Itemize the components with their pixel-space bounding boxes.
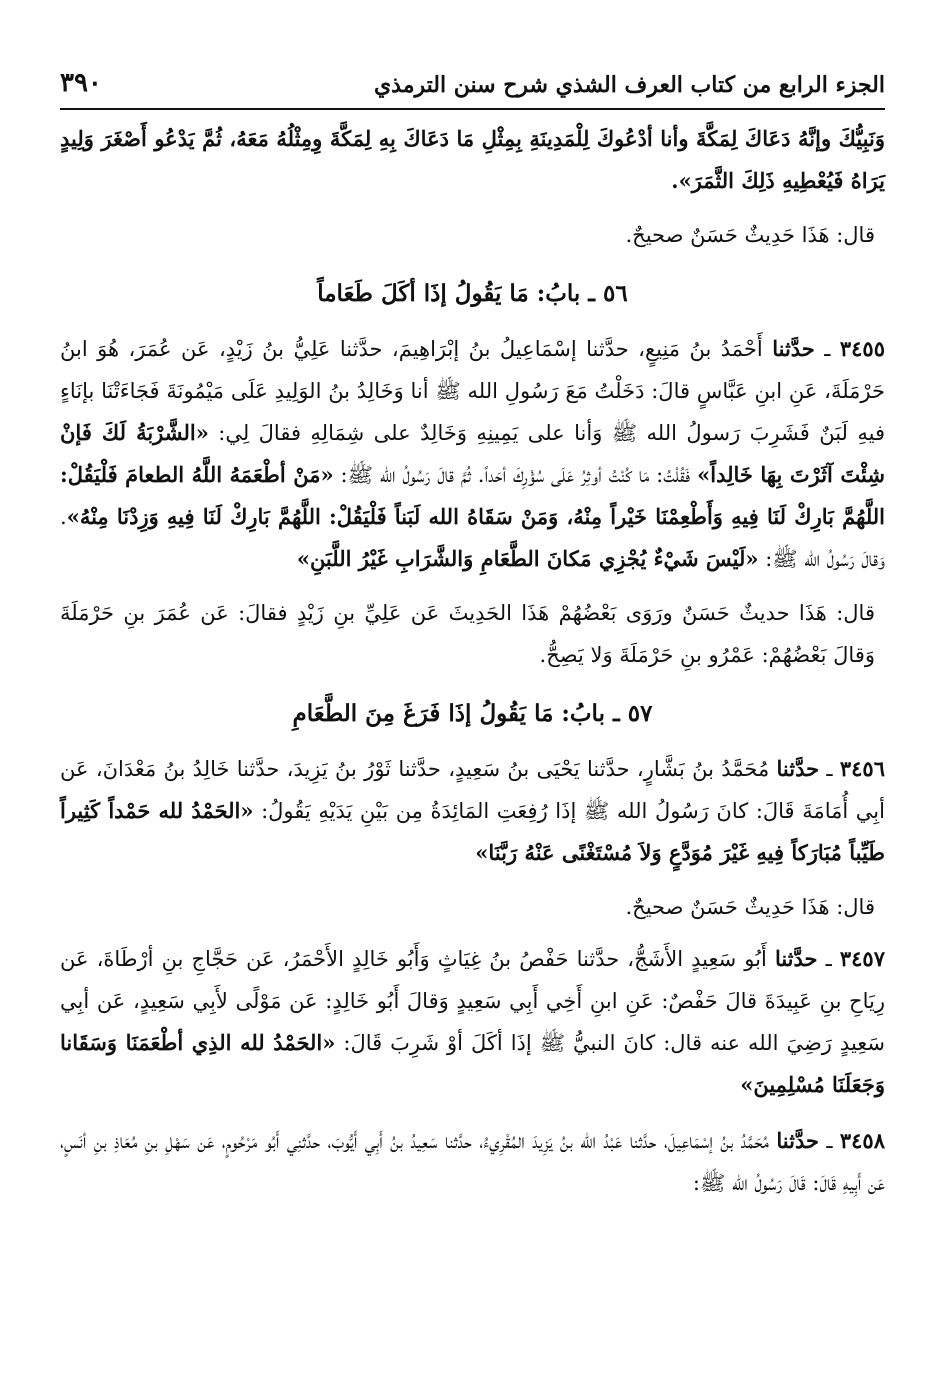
hadith-3458 bbox=[60, 1120, 885, 1204]
chapter-heading-56: ٥٦ ـ بابُ: مَا يَقُولُ إذَا أكَلَ طَعَاماً bbox=[317, 280, 628, 307]
hadith-dash: ـ bbox=[819, 757, 840, 781]
page-number: ٣٩٠ bbox=[60, 68, 102, 98]
hadith-text: فَقُلْتُ: مَا كُنْتُ أوثِرُ عَلَى سُؤْرِكَ أحَداً. ثُمَّ قالَ رَسُولُ الله ﷺ: bbox=[333, 463, 698, 487]
running-title: الجزء الرابع من كتاب العرف الشذي شرح سنن الترمذي bbox=[373, 72, 885, 98]
hadith-quote: «الشَّرْبَةُ لَكَ فَإنْ شِئْتَ آثَرْتَ بِهَا خَالِداً» bbox=[60, 420, 885, 487]
haddathana-word: حدَّثنا bbox=[776, 756, 820, 781]
haddathana-word: حدَّثنا bbox=[772, 336, 815, 361]
hadith-isnad: مُحَمَّدُ بنُ إسْمَاعِيلَ، حدَّثنا عَبْدُ الله بنُ يَزِيدَ المُقْرِيءُ، حدَّثنا سَعِيدُ بنُ أَبِي أَيُّوبَ، حدَّثنِي أَبُو مَرْحُومٍ، عَن سَهْلِ بنِ مُعَاذِ بنِ أنَسٍ، عَن أَبِيهِ قَالَ: قَالَ رَسُولُ الله ﷺ: bbox=[60, 1129, 885, 1195]
hadith-isnad: مُحَمَّدُ بنُ بَشَّارٍ، حدَّثنا يَحْيَى بنُ سَعِيدٍ، حدَّثنا ثَوْرُ بنُ يَزِيدَ، حدَّثنا خَالِدُ بنُ مَعْدَانَ، عَن أبِي أُمَامَةَ قَالَ: كانَ رَسُولُ الله ﷺ إذَا رُفِعَتِ المَائِدَةُ مِن بَيْنِ يَدَيْهِ يَقُولُ: bbox=[60, 757, 885, 823]
hadith-3455 bbox=[60, 328, 885, 580]
hadith-quote: «الحَمْدُ لله الذِي أطْعَمَنَا وَسَقَانا وَجَعَلَنَا مُسْلِمِينَ» bbox=[60, 1030, 885, 1097]
hadith-3457 bbox=[60, 938, 885, 1106]
hadith-text: . وَقالَ رَسُولُ الله ﷺ: bbox=[60, 505, 885, 571]
hadith-dash: ـ bbox=[818, 1129, 840, 1153]
hadith-number: ٣٤٥٦ bbox=[839, 756, 885, 781]
hadith-isnad: أَبُو سَعِيدٍ الأَشَجُّ، حدَّثنا حَفْصُ بنُ غِيَاثٍ وَأَبُو خَالِدٍ الأَحْمَرُ، عَن حَجَّاجِ بنِ أرْطَاةَ، عَن رِيَاحِ بنِ عَبِيدَةَ قالَ حَفْصٌ: عَنِ ابنِ أَخِي أَبِي سَعِيدٍ وَقالَ أَبُو خَالِدٍ: عَن مَوْلًى لأَبِي سَعِيدٍ، عَن أبِي سَعِيدٍ رَضِيَ الله عنه قال: كانَ النبيُّ ﷺ إذَا أكَلَ أوْ شَرِبَ قَالَ: bbox=[60, 947, 886, 1055]
hadith-quote: «مَنْ أطْعَمَهُ اللَّهُ الطعامَ فَلْيَقُلْ: اللَّهُمَّ بَارِكْ لَنَا فِيهِ وَأَطْعِمْنَا خَيْراً مِنْهُ، وَمَنْ سَقَاهُ الله لَبَناً فَلْيَقُلْ: اللَّهُمَّ بَارِكْ لَنَا فِيهِ وَزِدْنَا مِنْهُ» bbox=[60, 462, 885, 529]
hadith-verdict: قال: هَذَا حديثٌ حَسَنٌ ورَوَى بَعْضُهُمْ هَذَا الحَدِيثَ عَن عَلِيِّ بنِ زَيْدٍ فقالَ: عَن عُمَرَ بنِ حَرْمَلَةَ وَقالَ بَعْضُهُمْ: عَمْرُو بنِ حَرْمَلَةَ وَلا يَصِحُّ. bbox=[60, 601, 875, 667]
hadith-isnad: أَحْمَدُ بنُ مَنِيعٍ، حدَّثنا إسْمَاعِيلُ بنُ إبْرَاهِيمَ، حدَّثنا عَلِيُّ بنُ زَيْدٍ، عَن عُمَرَ، هُوَ ابنُ حَرْمَلَةَ، عَنِ ابنِ عَبَّاسٍ قالَ: دَخَلْتُ مَعَ رَسُولِ الله ﷺ أنا وَخَالِدُ بنُ الوَلِيدِ عَلَى مَيْمُونَةَ فَجَاءَتْنَا بإنَاءٍ فيهِ لَبَنٌ فَشَرِبَ رَسولُ الله ﷺ وَأنا على يَمِينِهِ وَخَالِدٌ على شِمَالِهِ فقالَ لِي: bbox=[60, 337, 885, 445]
hadith-dash: ـ bbox=[814, 337, 840, 361]
hadith-dash: ـ bbox=[817, 947, 840, 971]
haddathana-word: حدَّثنا bbox=[776, 1128, 819, 1153]
hadith-quote: «الحَمْدُ لله حَمْداً كَثِيراً طَيِّباً مُبَارَكاً فِيهِ غَيْرَ مُوَدَّعٍ وَلاَ مُسْتَغْنًى عَنْهُ رَبَّنَا» bbox=[60, 798, 885, 865]
hadith-verdict: قال: هَذَا حَدِيثٌ حَسَنٌ صحيحٌ. bbox=[625, 223, 875, 247]
hadith-number: ٣٤٥٥ bbox=[839, 336, 885, 361]
chapter-heading-57: ٥٧ ـ بابُ: مَا يَقُولُ إذَا فَرَغَ مِنَ الطَّعَامِ bbox=[292, 700, 653, 727]
hadith-3456 bbox=[60, 748, 885, 874]
hadith-quote: «لَيْسَ شَيْءٌ يُجْزِي مَكانَ الطَّعَامِ وَالشَّرَابِ غَيْرُ اللَّبَنِ» bbox=[296, 546, 759, 571]
hadith-number: ٣٤٥٨ bbox=[839, 1128, 885, 1153]
running-header bbox=[60, 62, 885, 110]
hadith-verdict: قال: هَذَا حَدِيثٌ حَسَنٌ صحيحٌ. bbox=[625, 895, 875, 919]
haddathana-word: حدَّثنا bbox=[774, 946, 818, 971]
continuation-text: وَنَبِيُّكَ وإنَّهُ دَعَاكَ لِمَكَّةَ وأنا أدْعُوكَ لِلْمَدِينَةِ بِمِثْلِ مَا دَعَاكَ بِهِ لِمَكَّةَ وِمِثْلُهُ مَعَهُ، ثُمَّ يَدْعُو أَصْغَرَ وَلِيدٍ يَرَاهُ فَيُعْطِيهِ ذَلِكَ الثَّمَرَ». bbox=[60, 126, 885, 193]
hadith-number: ٣٤٥٧ bbox=[839, 946, 885, 971]
